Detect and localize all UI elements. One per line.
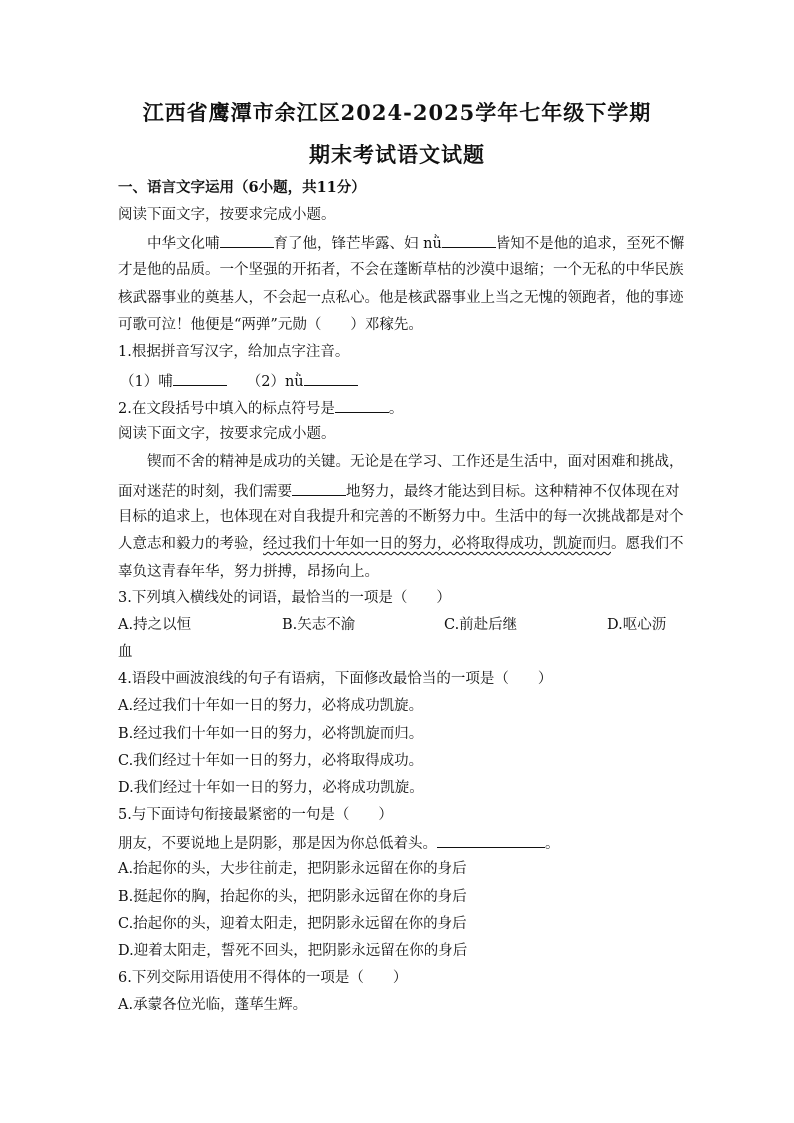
blank-line	[335, 398, 389, 413]
q3-option-b: B.矢志不渝	[282, 617, 356, 633]
passage2-line1: 锲而不舍的精神是成功的关键。无论是在学习、工作还是生活中，面对困难和挑战，	[147, 454, 684, 470]
section1-heading: 一、语言文字运用（6小题，共11分）	[118, 179, 366, 196]
blank-line	[304, 371, 358, 386]
passage2-text: 人意志和毅力的考验，	[118, 536, 263, 552]
passage1-line4: 可歌可泣！他便是“两弹”元勋（ ）邓稼先。	[118, 317, 423, 333]
question-2	[118, 398, 678, 418]
exam-title-line1: 江西省鹰潭市余江区2024-2025学年七年级下学期	[142, 100, 652, 125]
passage1-text: 皆知不是他的追求，至死不懈	[495, 236, 685, 252]
reading-instruction-2: 阅读下面文字，按要求完成小题。	[118, 426, 336, 442]
reading-instruction-1: 阅读下面文字，按要求完成小题。	[118, 207, 336, 223]
question-1: 1.根据拼音写汉字，给加点字注音。	[118, 344, 350, 360]
passage1-line2: 才是他的品质。一个坚强的开拓者，不会在蓬断草枯的沙漠中退缩；一个无私的中华民族	[118, 262, 684, 278]
question-1-subitems	[120, 371, 680, 391]
passage1-text: 育了他，锋芒毕露、妇 nǜ	[273, 236, 442, 252]
blank-line	[173, 371, 227, 386]
q5-poem-end: 。	[545, 836, 560, 852]
q3-option-d-wrap: 血	[118, 644, 133, 660]
q5-poem	[118, 833, 678, 853]
q3-option-c: C.前赴后继	[444, 617, 518, 633]
question-4: 4.语段中画波浪线的句子有语病，下面修改最恰当的一项是（ ）	[118, 671, 553, 687]
passage2-line5: 辜负这青春年华，努力拼搏，昂扬向上。	[118, 564, 379, 580]
passage2-line4	[118, 535, 684, 553]
q5-option-a: A.抬起你的头，大步往前走，把阴影永远留在你的身后	[118, 861, 467, 877]
passage2-text: 。愿我们不	[611, 536, 684, 552]
q4-option-d: D.我们经过十年如一日的努力，必将成功凯旋。	[118, 780, 424, 796]
exam-title-line2: 期末考试语文试题	[309, 142, 485, 167]
q3-option-a: A.持之以恒	[118, 617, 192, 633]
q4-option-b: B.经过我们十年如一日的努力，必将凯旋而归。	[118, 726, 424, 742]
q3-option-d: D.呕心沥	[607, 617, 667, 633]
q2-text: 2.在文段括号中填入的标点符号是	[118, 401, 335, 417]
question-6: 6.下列交际用语使用不得体的一项是（ ）	[118, 970, 408, 986]
passage1-line1	[147, 233, 707, 253]
q4-option-c: C.我们经过十年如一日的努力，必将取得成功。	[118, 753, 424, 769]
wavy-underlined-sentence: 经过我们十年如一日的努力，必将取得成功，凯旋而归	[263, 536, 611, 552]
question-3: 3.下列填入横线处的词语，最恰当的一项是（ ）	[118, 590, 451, 606]
passage2-text: 地努力，最终才能达到目标。这种精神不仅体现在对	[346, 484, 680, 500]
question-5: 5.与下面诗句衔接最紧密的一句是（ ）	[118, 807, 393, 823]
q2-end: 。	[388, 401, 404, 417]
q5-poem-text: 朋友，不要说地上是阴影，那是因为你总低着头。	[118, 836, 437, 852]
q5-option-b: B.挺起你的胸，抬起你的头，把阴影永远留在你的身后	[118, 889, 467, 905]
blank-line	[292, 481, 346, 496]
passage2-line2	[118, 481, 678, 501]
q1-subitem-1: （1）哺	[120, 374, 173, 390]
passage2-line3: 目标的追求上，也体现在对自我提升和完善的不断努力中。生活中的每一次挑战都是对个	[118, 509, 684, 525]
passage1-text: 中华文化哺	[147, 236, 220, 252]
q6-option-a: A.承蒙各位光临，蓬荜生辉。	[118, 997, 308, 1013]
q1-subitem-2: （2）nǜ	[246, 374, 304, 390]
q5-option-d: D.迎着太阳走，誓死不回头，把阴影永远留在你的身后	[118, 943, 468, 959]
blank-line	[442, 233, 496, 248]
blank-line	[220, 233, 274, 248]
q4-option-a: A.经过我们十年如一日的努力，必将成功凯旋。	[118, 698, 424, 714]
passage1-line3: 核武器事业的奠基人，不会起一点私心。他是核武器事业上当之无愧的领跑者，他的事迹	[118, 290, 684, 306]
passage2-text: 面对迷茫的时刻，我们需要	[118, 484, 292, 500]
q5-option-c: C.抬起你的头，迎着太阳走，把阴影永远留在你的身后	[118, 916, 467, 932]
blank-line	[437, 833, 545, 848]
